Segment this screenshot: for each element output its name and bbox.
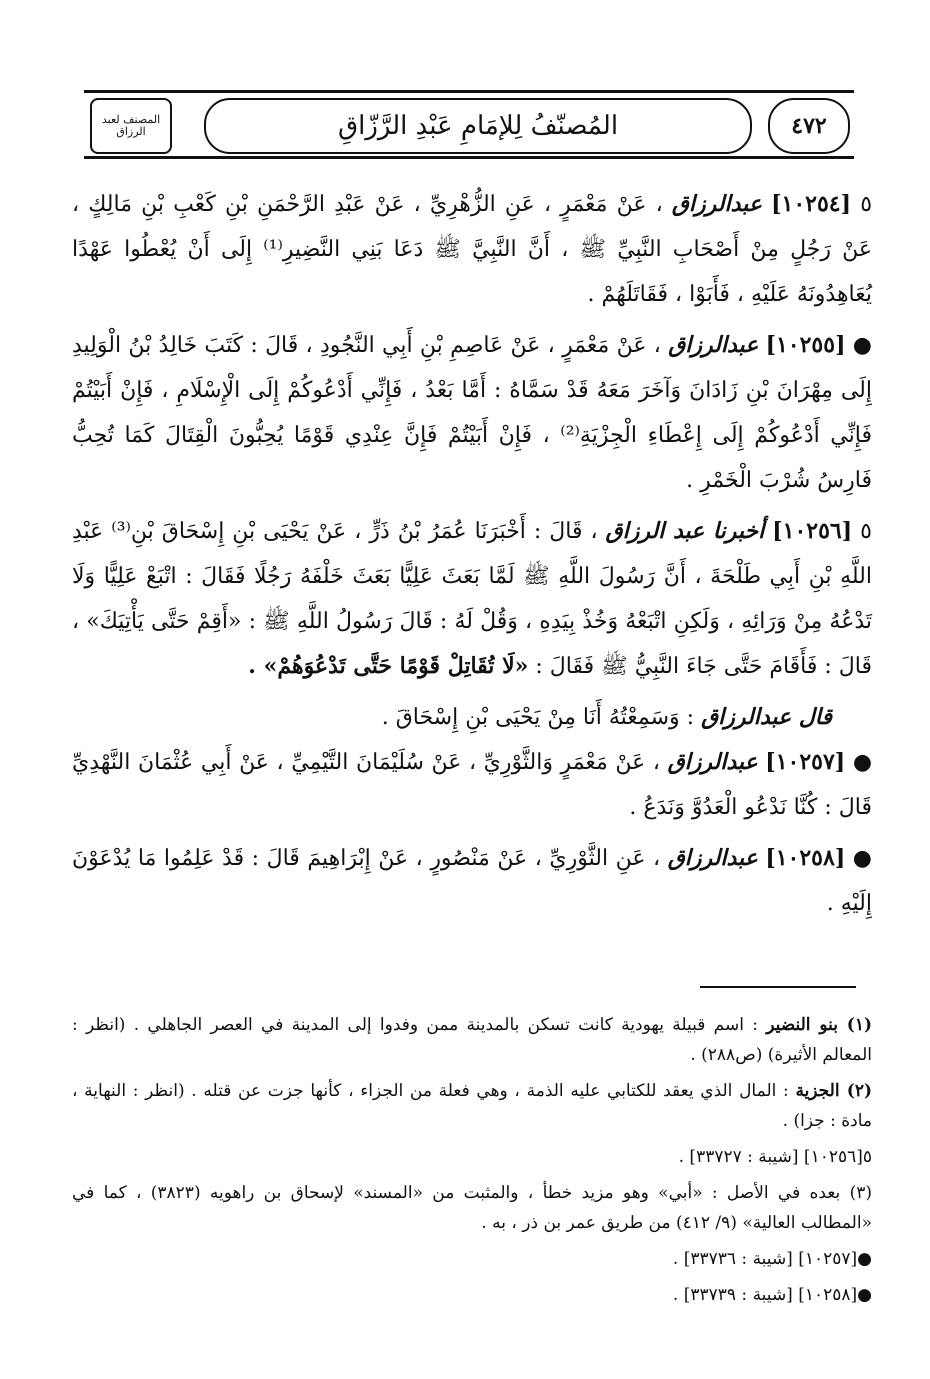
entry-text: ، عَنْ مَعْمَرٍ ، عَنْ عَاصِمِ بْنِ أَبِي النَّجُودِ ، قَالَ : كَتَبَ خَالِدُ بْنُ الْوَلِيدِ إِلَى مِهْرَانَ بْنِ زَادَانَ وَآخَرَ مَعَهُ قَدْ سَمَّاهُ : أَمَّا بَعْدُ ، فَإِنِّي أَدْعُوكُمْ إِلَى الْإِسْلَامِ ، فَإِنْ أَبَيْتُمْ فَإِنِّي أَدْعُوكُمْ إِلَى إِعْطَاءِ الْجِزْيَةِ⁽²⁾ ، فَإِنْ أَبَيْتُمْ فَإِنَّ عِنْدِي قَوْمًا يُحِبُّونَ الْقِتَالَ كَمَا تُحِبُّ فَارِسُ شُرْبَ الْخَمْرِ . <box>72 333 872 493</box>
footnote-text: : اسم قبيلة يهودية كانت تسكن بالمدينة ممن وفدوا إلى المدينة في العصر الجاهلي . (انظر : المعالم الأثيرة) (ص٢٨٨) . <box>72 1015 872 1065</box>
book-seal-logo <box>90 98 172 154</box>
running-title: المُصنّفُ لِلإمَامِ عَبْدِ الرَّزّاقِ <box>337 111 619 141</box>
page-number: ٤٧٢ <box>768 98 850 154</box>
seal-text: المصنف لعبد الرزاق <box>101 113 161 138</box>
entry-number: [١٠٢٥٧] <box>765 749 846 775</box>
header-rule-top <box>84 90 854 93</box>
footnote-text: بعده في الأصل : «أبي» وهو مزيد خطأ ، والمثبت من «المسند» لإسحاق بن راهويه (٣٨٢٣) ، كما في «المطالب العالية» (٩/ ٤١٢) من طريق عمر بن ذر ، به . <box>72 1183 872 1233</box>
footnote <box>72 1142 872 1172</box>
entry-narrator: أخبرنا عبد الرزاق <box>605 518 765 544</box>
footnote <box>72 1244 872 1274</box>
footnote-label: ●[١٠٢٥٨] <box>798 1285 872 1305</box>
prophetic-saying: «لَا تُقَاتِلْ قَوْمًا حَتَّى تَدْعُوَهُمْ» . <box>248 653 529 679</box>
narrator-note <box>72 695 872 740</box>
footnote-label: (٢) الجزية <box>795 1081 872 1101</box>
entry-marker: ● <box>852 333 872 358</box>
footnote <box>72 1178 872 1238</box>
footnote-text: [شيبة : ٣٣٧٣٩] . <box>672 1285 793 1305</box>
entry-number: [١٠٢٥٨] <box>765 845 846 871</box>
footnote <box>72 1010 872 1070</box>
entry-number: [١٠٢٥٤] <box>771 191 852 217</box>
entry-narrator: عبدالرزاق <box>667 749 758 775</box>
main-text <box>72 182 872 932</box>
footnotes <box>72 1010 872 1316</box>
hadith-entry <box>72 836 872 926</box>
hadith-entry <box>72 509 872 689</box>
footnote-text: [شيبة : ٣٣٧٢٧] . <box>678 1147 799 1167</box>
entry-marker: ٥ <box>860 519 872 544</box>
running-title-frame <box>204 98 752 154</box>
entry-number: [١٠٢٥٥] <box>765 332 846 358</box>
footnote <box>72 1280 872 1310</box>
hadith-entry <box>72 740 872 830</box>
entry-narrator: عبدالرزاق <box>671 191 762 217</box>
footnote <box>72 1076 872 1136</box>
hadith-entry <box>72 182 872 317</box>
entry-text: ، قَالَ : أَخْبَرَنَا عُمَرُ بْنُ ذَرٍّ ، عَنْ يَحْيَى بْنِ إِسْحَاقَ بْنِ⁽³⁾ عَبْدِ اللَّهِ بْنِ أَبِي طَلْحَةَ ، أَنَّ رَسُولَ اللَّهِ ﷺ لَمَّا بَعَثَ عَلِيًّا بَعَثَ خَلْفَهُ رَجُلًا فَقَالَ : اتْبَعْ عَلِيًّا وَلَا تَدْعُهُ مِنْ وَرَائِهِ ، وَلَكِنِ اتْبَعْهُ وَخُذْ بِيَدِهِ ، وَقُلْ لَهُ : قَالَ رَسُولُ اللَّهِ ﷺ : «أَقِمْ حَتَّى يَأْتِيَكَ» ، قَالَ : فَأَقَامَ حَتَّى جَاءَ النَّبِيُّ ﷺ فَقَالَ : <box>72 519 872 679</box>
entry-text: ، عَنْ مَعْمَرٍ ، عَنِ الزُّهْرِيِّ ، عَنْ عَبْدِ الرَّحْمَنِ بْنِ كَعْبِ بْنِ مَالِكٍ ، عَنْ رَجُلٍ مِنْ أَصْحَابِ النَّبِيِّ ﷺ ، أَنَّ النَّبِيَّ ﷺ دَعَا بَنِي النَّضِيرِ⁽¹⁾ إِلَى أَنْ يُعْطُوا عَهْدًا يُعَاهِدُونَهُ عَلَيْهِ ، فَأَبَوْا ، فَقَاتَلَهُمْ . <box>72 192 872 307</box>
hadith-entry <box>72 323 872 503</box>
note-text: : وَسَمِعْتُهُ أَنَا مِنْ يَحْيَى بْنِ إِسْحَاقَ . <box>381 705 695 730</box>
entry-marker: ● <box>852 750 873 775</box>
page-header <box>84 86 854 164</box>
footnote-separator <box>700 986 856 988</box>
entry-number: [١٠٢٥٦] <box>772 518 853 544</box>
entry-marker: ● <box>852 846 872 871</box>
note-narrator: قال عبدالرزاق <box>701 704 832 730</box>
header-rule-bottom <box>84 156 854 159</box>
footnote-text: [شيبة : ٣٣٧٣٦] . <box>672 1249 793 1269</box>
entry-marker: ٥ <box>860 192 873 217</box>
entry-narrator: عبدالرزاق <box>667 845 758 871</box>
footnote-label: ٥[١٠٢٥٦] <box>803 1147 872 1167</box>
entry-text: ، عَنْ مَعْمَرٍ وَالثَّوْرِيِّ ، عَنْ سُلَيْمَانَ التَّيْمِيِّ ، عَنْ أَبِي عُثْمَانَ النَّهْدِيِّ قَالَ : كُنَّا نَدْعُو الْعَدُوَّ وَنَدَعُ . <box>72 750 872 820</box>
footnote-text: : المال الذي يعقد للكتابي عليه الذمة ، وهي فعلة من الجزاء ، كأنها جزت عن قتله . (انظر : النهاية ، مادة : جزا) . <box>72 1081 872 1131</box>
footnote-label: (٣) <box>849 1183 872 1203</box>
entry-text: ، عَنِ الثَّوْرِيِّ ، عَنْ مَنْصُورٍ ، عَنْ إِبْرَاهِيمَ قَالَ : قَدْ عَلِمُوا مَا يُدْعَوْنَ إِلَيْهِ . <box>72 846 872 916</box>
footnote-label: ●[١٠٢٥٧] <box>798 1249 872 1269</box>
entry-narrator: عبدالرزاق <box>668 332 759 358</box>
footnote-label: (١) بنو النضير <box>766 1015 873 1035</box>
